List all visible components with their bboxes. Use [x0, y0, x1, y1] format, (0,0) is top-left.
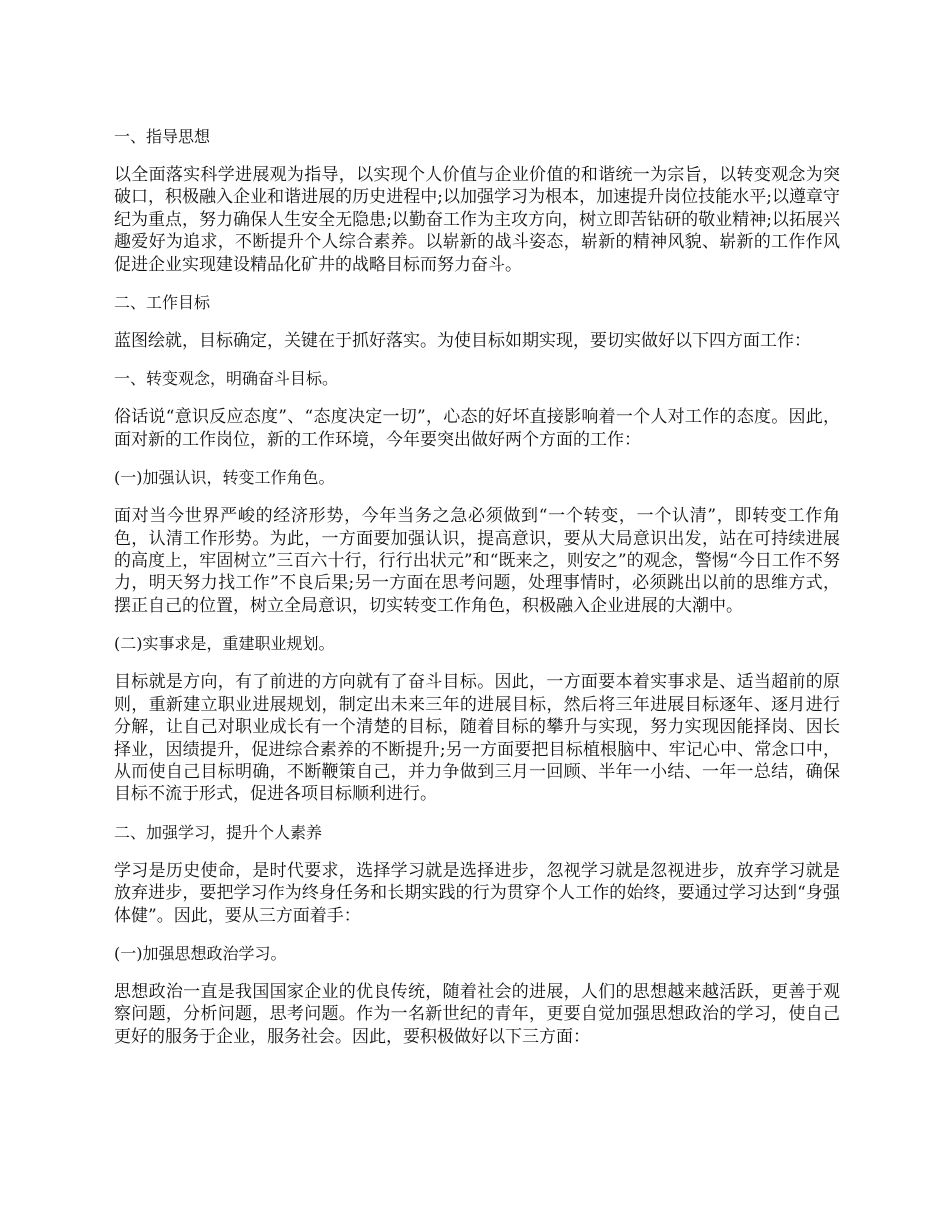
subsection-heading: (二)实事求是，重建职业规划。: [114, 634, 335, 654]
body-paragraph: 蓝图绘就，目标确定，关键在于抓好落实。为使目标如期实现，要切实做好以下四方面工作：: [114, 331, 811, 352]
section-heading-work-goals: 二、工作目标: [114, 293, 211, 313]
subsection-heading: (一)加强认识，转变工作角色。: [114, 468, 335, 488]
body-paragraph: 以全面落实科学进展观为指导，以实现个人价值与企业价值的和谐统一为宗旨，以转变观念为突破口，积极融入企业和谐进展的历史进程中;以加强学习为根本，加速提升岗位技能水平;以遵章守纪为重点，努力确保人生安全无隐患;以勤奋工作为主攻方向，树立即苦钻研的敬业精神;以拓展兴趣爱好为追求，不断提升个人综合素养。以崭新的战斗姿态，崭新的精神风貌、崭新的工作作风促进企业实现建设精品化矿井的战略目标而努力奋斗。: [114, 165, 840, 275]
body-paragraph: 思想政治一直是我国国家企业的优良传统，随着社会的进展，人们的思想越来越活跃，更善于观察问题，分析问题，思考问题。作为一名新世纪的青年，更要自觉加强思想政治的学习，使自己更好的服务于企业，服务社会。因此，要积极做好以下三方面：: [114, 981, 840, 1047]
document-page: [114, 126, 840, 1064]
body-paragraph: 目标就是方向，有了前进的方向就有了奋斗目标。因此，一方面要本着实事求是、适当超前的原则，重新建立职业进展规划，制定出未来三年的进展目标，然后将三年进展目标逐年、逐月进行分解，让自己对职业成长有一个清楚的目标，随着目标的攀升与实现，努力实现因能择岗、因长择业，因绩提升，促进综合素养的不断提升;另一方面要把目标植根脑中、牢记心中、常念口中，从而使自己目标明确，不断鞭策自己，并力争做到三月一回顾、半年一小结、一年一总结，确保目标不流于形式，促进各项目标顺利进行。: [114, 672, 840, 805]
body-paragraph: 面对当今世界严峻的经济形势，今年当务之急必须做到“一个转变，一个认清”，即转变工作角色，认清工作形势。为此，一方面要加强认识，提高意识，要从大局意识出发，站在可持续进展的高度上，牢固树立”三百六十行，行行出状元”和“既来之，则安之”的观念，警惕“今日工作不努力，明天努力找工作”不良后果;另一方面在思考问题，处理事情时，必须跳出以前的思维方式，摆正自己的位置，树立全局意识，切实转变工作角色，积极融入企业进展的大潮中。: [114, 506, 840, 616]
subsection-heading: 二、加强学习，提升个人素养: [114, 822, 323, 842]
subsection-heading: (一)加强思想政治学习。: [114, 943, 287, 963]
section-heading-guiding-ideology: 一、指导思想: [114, 127, 211, 146]
body-paragraph: 学习是历史使命，是时代要求，选择学习就是选择进步，忽视学习就是忽视进步，放弃学习就是放弃进步，要把学习作为终身任务和长期实践的行为贯穿个人工作的始终，要通过学习达到“身强体健”。因此，要从三方面着手：: [114, 860, 840, 926]
subsection-heading: 一、转变观念，明确奋斗目标。: [114, 369, 339, 389]
body-paragraph: 俗话说“意识反应态度”、“态度决定一切”，心态的好坏直接影响着一个人对工作的态度。因此，面对新的工作岗位，新的工作环境，今年要突出做好两个方面的工作：: [114, 407, 840, 450]
